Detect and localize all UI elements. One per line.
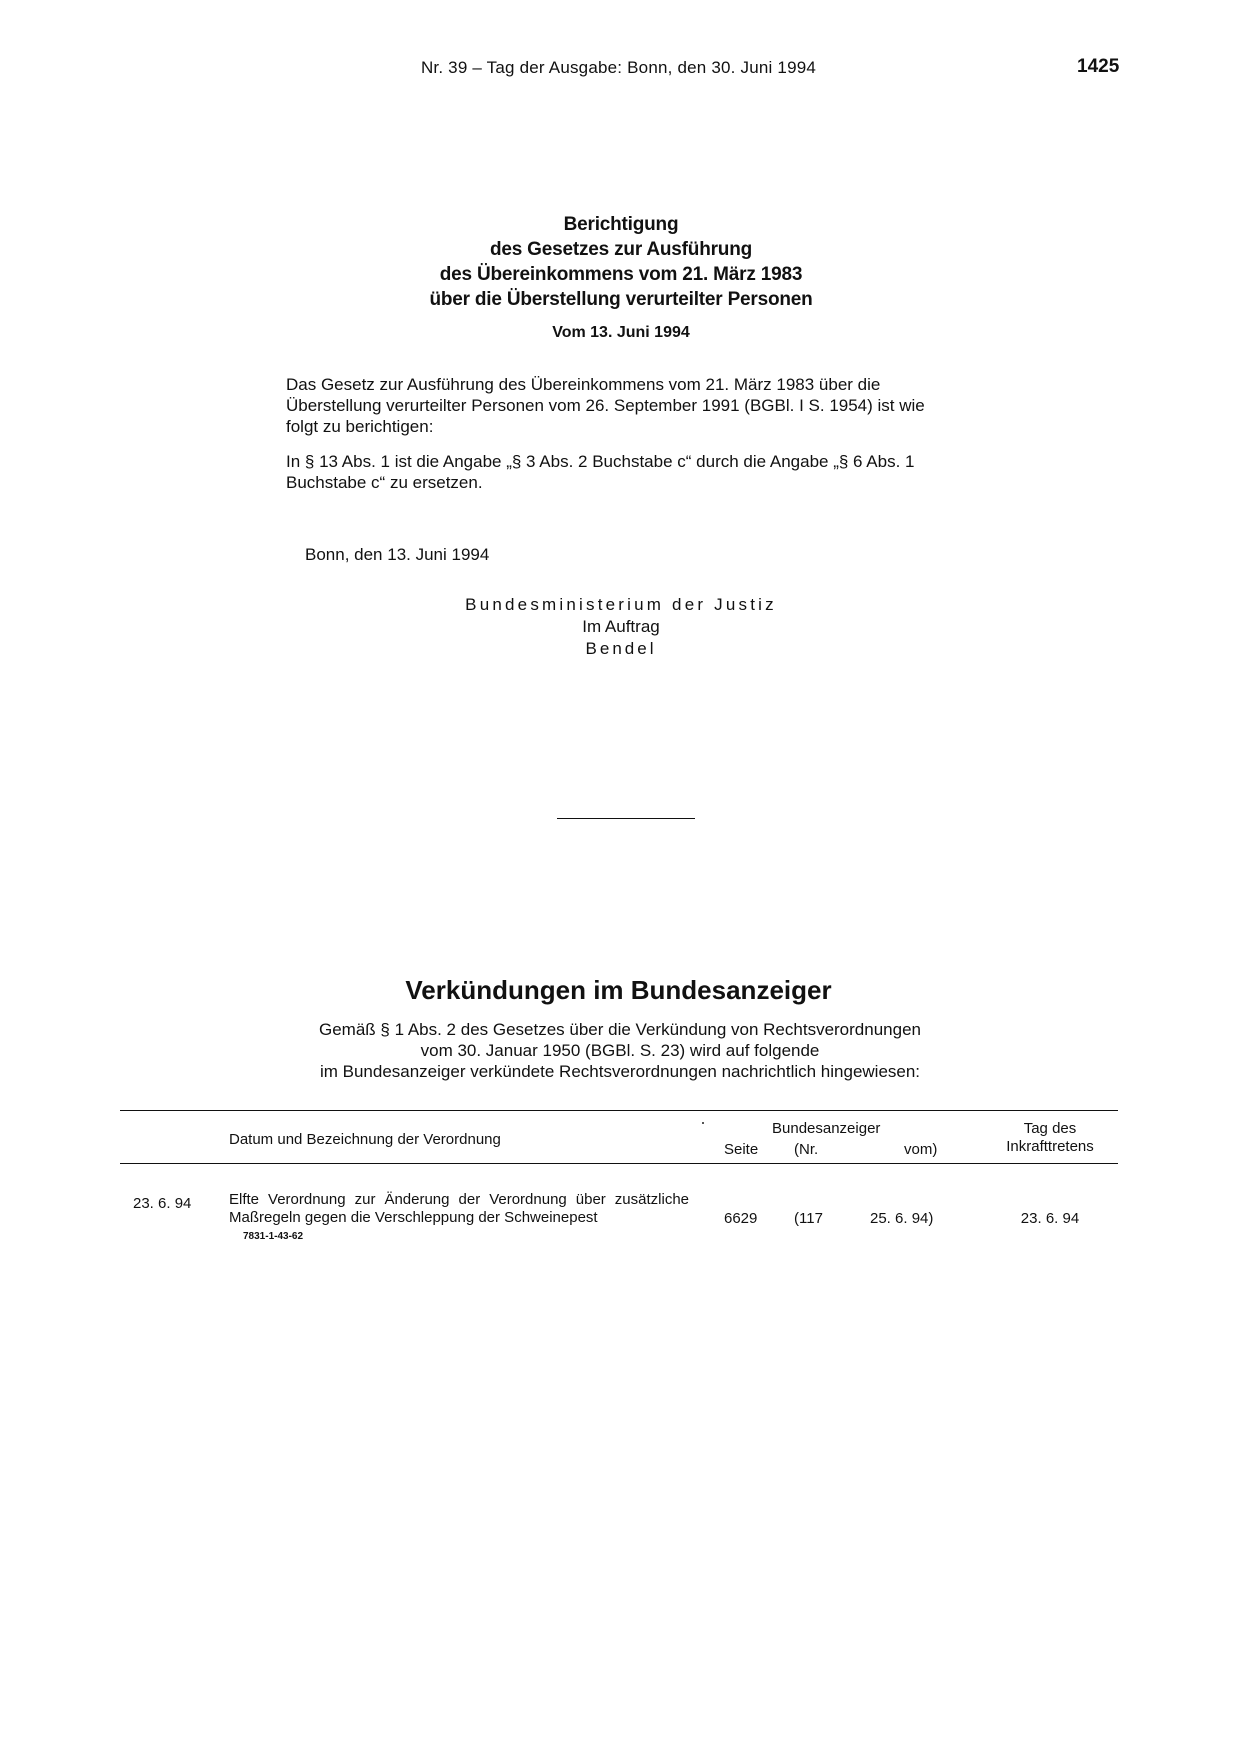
page-number: 1425 bbox=[1077, 56, 1120, 77]
table-row-nr: (117 bbox=[794, 1210, 823, 1227]
table-row-inkrafttreten: 23. 6. 94 bbox=[1020, 1210, 1080, 1227]
table-header-bundesanzeiger: Bundesanzeiger bbox=[772, 1120, 881, 1137]
berichtigung-title-line-2: des Gesetzes zur Ausführung bbox=[489, 239, 753, 260]
table-top-rule bbox=[120, 1110, 1118, 1111]
table-row-description: Elfte Verordnung zur Änderung der Verordnung über zusätzliche Maßregeln gegen die Verschleppung der Schweinepest bbox=[229, 1191, 689, 1226]
signature-on-behalf: Im Auftrag bbox=[582, 617, 660, 636]
berichtigung-date: Vom 13. Juni 1994 bbox=[552, 324, 690, 341]
berichtigung-paragraph-1: Das Gesetz zur Ausführung des Übereinkommens vom 21. März 1983 über die Überstellung verurteilter Personen vom 26. September 1991 (BGBl. I S. 1954) ist wie folgt zu berichtigen: bbox=[286, 375, 925, 436]
table-row-code: 7831-1-43-62 bbox=[243, 1231, 304, 1242]
table-header-tag-line-1: Tag des bbox=[1023, 1120, 1077, 1137]
table-row-date: 23. 6. 94 bbox=[133, 1195, 192, 1212]
table-header-nr: (Nr. bbox=[794, 1141, 819, 1158]
verkuendungen-intro bbox=[270, 1019, 970, 1082]
table-row-vom: 25. 6. 94) bbox=[870, 1210, 934, 1227]
signature-name: Bendel bbox=[585, 639, 657, 658]
running-header: Nr. 39 – Tag der Ausgabe: Bonn, den 30. Juni 1994 bbox=[420, 58, 817, 77]
place-date: Bonn, den 13. Juni 1994 bbox=[305, 545, 490, 564]
section-separator bbox=[557, 818, 695, 819]
table-header-bezeichnung: Datum und Bezeichnung der Verordnung bbox=[229, 1131, 501, 1148]
intro-line-1: Gemäß § 1 Abs. 2 des Gesetzes über die Verkündung von Rechtsverordnungen bbox=[319, 1020, 921, 1039]
table-row-seite: 6629 bbox=[724, 1210, 758, 1227]
table-header-inkrafttreten bbox=[985, 1120, 1115, 1156]
signature-ministry: Bundesministerium der Justiz bbox=[465, 595, 777, 614]
intro-line-3: im Bundesanzeiger verkündete Rechtsverordnungen nachrichtlich hingewiesen: bbox=[319, 1062, 921, 1081]
berichtigung-title-line-1: Berichtigung bbox=[563, 214, 679, 235]
stray-dot bbox=[702, 1122, 704, 1124]
table-header-rule bbox=[120, 1163, 1118, 1164]
table-header-seite: Seite bbox=[724, 1141, 759, 1158]
berichtigung-paragraph-2: In § 13 Abs. 1 ist die Angabe „§ 3 Abs. 2 Buchstabe c“ durch die Angabe „§ 6 Abs. 1 Buchstabe c“ zu ersetzen. bbox=[286, 452, 915, 492]
table-header-tag-line-2: Inkrafttretens bbox=[1006, 1138, 1094, 1155]
verkuendungen-title: Verkündungen im Bundesanzeiger bbox=[405, 975, 832, 1005]
berichtigung-title-line-4: über die Überstellung verurteilter Personen bbox=[429, 289, 813, 310]
berichtigung-title-line-3: des Übereinkommens vom 21. März 1983 bbox=[439, 264, 803, 285]
table-header-vom: vom) bbox=[904, 1141, 938, 1158]
intro-line-2: vom 30. Januar 1950 (BGBl. S. 23) wird auf folgende bbox=[420, 1041, 820, 1060]
